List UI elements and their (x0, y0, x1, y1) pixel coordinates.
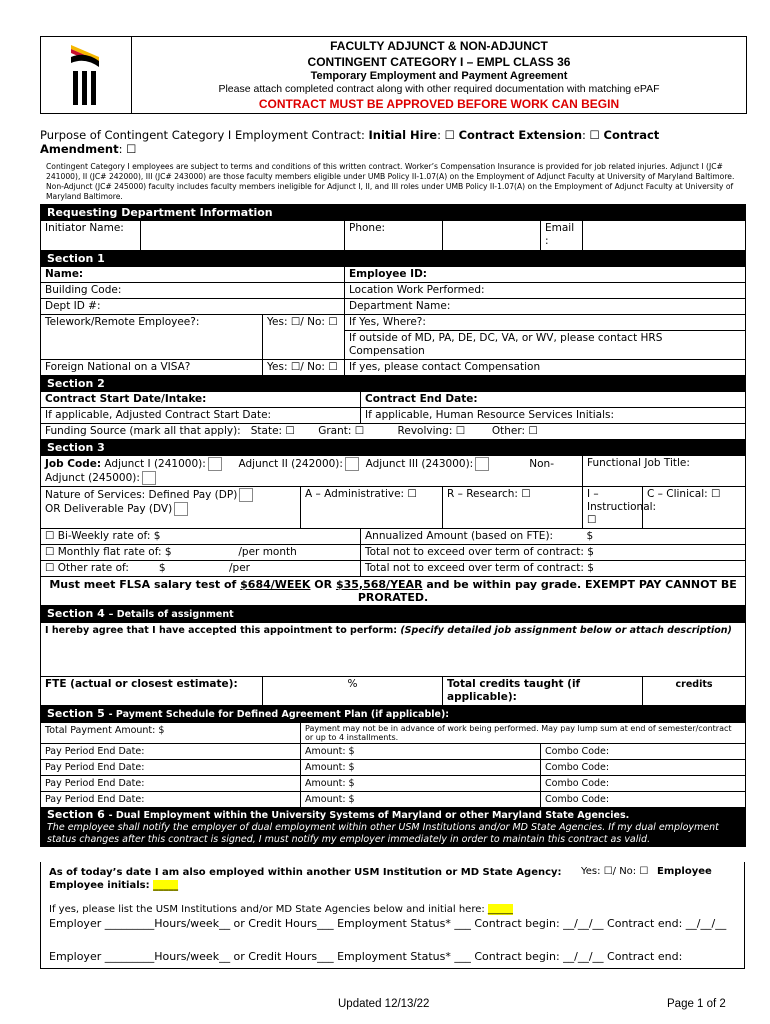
contract-end-label: Contract End Date: (361, 392, 746, 408)
annualized-cell (361, 529, 746, 545)
flsa-or: OR (310, 578, 336, 591)
combo-code-label[interactable]: Combo Code: (541, 776, 746, 792)
section6-header (41, 808, 746, 847)
defined-pay-checkbox[interactable] (239, 488, 253, 502)
pay-period-label[interactable]: Pay Period End Date: (41, 744, 301, 760)
section4-header (41, 606, 746, 623)
monthly-row (41, 545, 746, 561)
annualized-label: Annualized Amount (based on FTE): (365, 530, 554, 542)
outside-state-note: If outside of MD, PA, DE, DC, VA, or WV, please contact HRS Compensation (345, 331, 746, 360)
pay-period-row (41, 792, 746, 808)
employment-form-table (40, 204, 746, 847)
combo-code-label[interactable]: Combo Code: (541, 744, 746, 760)
employee-initials-label: Employee initials: (49, 880, 150, 891)
monthly-cell (41, 545, 361, 561)
total-not-exceed-1: Total not to exceed over term of contract: $ (361, 545, 746, 561)
list-institutions-label: If yes, please list the USM Institutions and/or MD State Agencies below and initial here: (49, 904, 485, 915)
form-class: CONTINGENT CATEGORY I – EMPL CLASS 36 (307, 55, 571, 69)
flsa-text-post: and be within pay grade. EXEMPT PAY CANNOT BE PRORATED. (357, 578, 737, 604)
amount-label[interactable]: Amount: $ (301, 744, 541, 760)
list-initials-field[interactable]: _____ (487, 904, 513, 915)
visa-label: Foreign National on a VISA? (41, 360, 263, 376)
hrs-initials-label: If applicable, Human Resource Services Initials: (361, 408, 746, 424)
adjunct2-checkbox[interactable] (345, 457, 359, 471)
section2-heading: Section 2 (41, 376, 746, 392)
other-rate-dollar: $ (158, 562, 166, 574)
section5-header (41, 706, 746, 723)
assignment-agree: I hereby agree that I have accepted this appointment to perform: (45, 625, 398, 636)
section3-heading: Section 3 (41, 440, 746, 456)
assignment-specify: (Specify detailed job assignment below or attach description) (400, 625, 732, 636)
assignment-field[interactable] (41, 623, 746, 677)
telework-where-label: If Yes, Where?: (345, 315, 746, 331)
location-label: Location Work Performed: (345, 283, 746, 299)
total-not-exceed-2: Total not to exceed over term of contract: $ (361, 561, 746, 577)
contract-extension-label: Contract Extension (458, 128, 582, 142)
email-field[interactable] (583, 221, 746, 251)
as-of-today-label: As of today’s date I am also employed within another USM Institution or MD State Agency: (49, 867, 562, 878)
section4-header-row (41, 606, 746, 623)
visa-row (41, 360, 746, 376)
name-label: Name: (41, 267, 345, 283)
amount-label[interactable]: Amount: $ (301, 760, 541, 776)
section5-header-row (41, 706, 746, 723)
adjunct1-label: Adjunct I (241000): (104, 458, 206, 470)
section4-heading: Section 4 (47, 607, 105, 620)
nature-cell (41, 487, 301, 529)
amount-label[interactable]: Amount: $ (301, 776, 541, 792)
name-row (41, 267, 746, 283)
visa-contact-note: If yes, please contact Compensation (345, 360, 746, 376)
building-row (41, 283, 746, 299)
list-institutions-line (49, 904, 513, 915)
purpose-label: Purpose of Contingent Category I Employment Contract: (40, 128, 365, 142)
credits-label: Total credits taught (if applicable): (443, 677, 643, 706)
adjunct2-label: Adjunct II (242000): (238, 458, 343, 470)
contract-purpose: Purpose of Contingent Category I Employment Contract: Initial Hire: ☐ Contract Extension: ☐ Contract Amendment: ☐ (40, 128, 660, 156)
total-payment-label[interactable]: Total Payment Amount: $ (41, 723, 301, 744)
job-code-row (41, 456, 746, 487)
dual-employee-label: Employee (657, 866, 712, 877)
updated-date: Updated 12/13/22 (338, 998, 430, 1010)
assignment-row (41, 623, 746, 677)
per-month-label: /per month (238, 546, 297, 558)
page-number: Page 1 of 2 (667, 998, 726, 1010)
university-logo (41, 37, 132, 113)
funding-other[interactable]: Other: ☐ (491, 425, 538, 437)
adjunct3-checkbox[interactable] (475, 457, 489, 471)
dual-employment-notice: The employee shall notify the employer of dual employment within other USM Institutions and/or MD State Agencies. If my dual employment status changes after this contract is signed, I must notify my employer immediately in order to maintain this contract as valid. (47, 822, 719, 845)
section5-subheading: - Payment Schedule for Defined Agreement Plan (if applicable): (108, 709, 450, 720)
employer-line-1[interactable]: Employer _________Hours/week__ or Credit Hours___ Employment Status* ___ Contract begin: __/__/__ Contract end: __/__/__ (49, 917, 727, 930)
other-rate-cell (41, 561, 361, 577)
pay-period-row (41, 776, 746, 792)
other-rate-row (41, 561, 746, 577)
funding-grant[interactable]: Grant: ☐ (318, 425, 365, 437)
employee-id-label: Employee ID: (345, 267, 746, 283)
other-rate[interactable]: ☐ Other rate of: (45, 562, 129, 574)
pay-period-label[interactable]: Pay Period End Date: (41, 760, 301, 776)
nature-row (41, 487, 746, 529)
amount-label[interactable]: Amount: $ (301, 792, 541, 808)
contract-amendment-checkbox[interactable]: ☐ (126, 142, 137, 156)
flsa-row (41, 577, 746, 606)
admin-option[interactable]: A – Administrative: ☐ (301, 487, 443, 529)
initiator-name-field[interactable] (141, 221, 345, 251)
adjusted-start-label: If applicable, Adjusted Contract Start Date: (41, 408, 361, 424)
phone-field[interactable] (443, 221, 541, 251)
form-header (40, 36, 747, 114)
dual-yes-no[interactable]: Yes: ☐/ No: ☐ (581, 866, 649, 877)
fte-row (41, 677, 746, 706)
section3-header-row (41, 440, 746, 456)
contract-amendment-label: Contract Amendment (40, 128, 660, 156)
deliverable-pay-label: OR Deliverable Pay (DV) (45, 503, 173, 515)
telework-yes-no[interactable]: Yes: ☐/ No: ☐ (263, 315, 345, 360)
dept-name-label: Department Name: (345, 299, 746, 315)
section4-subheading: – Details of assignment (108, 609, 234, 620)
phone-label: Phone: (345, 221, 443, 251)
requesting-dept-row (41, 221, 746, 251)
fte-label: FTE (actual or closest estimate): (41, 677, 263, 706)
contract-extension-checkbox[interactable]: ☐ (589, 128, 600, 142)
section1-heading: Section 1 (41, 251, 746, 267)
pay-period-row (41, 760, 746, 776)
pay-period-label[interactable]: Pay Period End Date: (41, 776, 301, 792)
section1-header-row (41, 251, 746, 267)
funding-label: Funding Source (mark all that apply): (45, 425, 241, 437)
requesting-dept-heading: Requesting Department Information (41, 205, 746, 221)
biweekly-row (41, 529, 746, 545)
email-label: Email : (541, 221, 583, 251)
pay-period-label[interactable]: Pay Period End Date: (41, 792, 301, 808)
combo-code-label[interactable]: Combo Code: (541, 760, 746, 776)
pay-period-row (41, 744, 746, 760)
clinical-option[interactable]: C – Clinical: ☐ (643, 487, 746, 529)
section5-heading: Section 5 (47, 707, 105, 720)
requesting-dept-header-row (41, 205, 746, 221)
form-titles (132, 37, 746, 112)
form-title: FACULTY ADJUNCT & NON-ADJUNCT (330, 39, 548, 53)
section6-body (40, 862, 745, 969)
adjusted-row (41, 408, 746, 424)
flsa-text-pre: Must meet FLSA salary test of (49, 578, 241, 591)
credits-field[interactable]: credits (643, 677, 746, 706)
deliverable-pay-checkbox[interactable] (174, 502, 188, 516)
job-code-cell (41, 456, 583, 487)
dept-id-label: Dept ID #: (41, 299, 345, 315)
research-option[interactable]: R – Research: ☐ (443, 487, 583, 529)
total-payment-row (41, 723, 746, 744)
funding-revolving[interactable]: Revolving: ☐ (397, 425, 466, 437)
contract-dates-row (41, 392, 746, 408)
non-adjunct-checkbox[interactable] (142, 471, 156, 485)
annualized-dollar: $ (586, 530, 594, 542)
flsa-notice (41, 577, 746, 606)
initial-hire-label: Initial Hire (368, 128, 438, 142)
form-subtitle: Temporary Employment and Payment Agreement (310, 70, 568, 82)
contract-start-label: Contract Start Date/Intake: (41, 392, 361, 408)
building-code-label: Building Code: (41, 283, 345, 299)
section6-subheading: - Dual Employment within the University Systems of Maryland or other Maryland State Agencies. (108, 810, 630, 821)
section6-heading: Section 6 (47, 808, 105, 821)
dual-employment-question (49, 866, 569, 892)
section6-header-row (41, 808, 746, 847)
monthly-rate[interactable]: ☐ Monthly flat rate of: $ (45, 546, 172, 558)
visa-yes-no[interactable]: Yes: ☐/ No: ☐ (263, 360, 345, 376)
section2-header-row (41, 376, 746, 392)
funding-state[interactable]: State: ☐ (250, 425, 295, 437)
per-label: /per (229, 562, 250, 574)
payment-note: Payment may not be in advance of work being performed. May pay lump sum at end of semester/contract or up to 4 installments. (301, 723, 746, 744)
fte-percent[interactable]: % (263, 677, 443, 706)
adjunct1-checkbox[interactable] (208, 457, 222, 471)
funding-row (41, 424, 746, 440)
form-instruction: Please attach completed contract along with other required documentation with matching ePAF (218, 83, 660, 95)
approval-warning: CONTRACT MUST BE APPROVED BEFORE WORK CAN BEGIN (258, 97, 620, 111)
job-code-label: Job Code: (45, 458, 102, 470)
intro-paragraph: Contingent Category I employees are subject to terms and conditions of this written contract. Worker’s Compensation Insurance is provided for job related injuries. Adjunct I (JC# 241000), II (JC# 242000), III (JC# 243000) are those faculty members eligible under UMB Policy II-1.07(A) on the Employment of Adjunct Faculty at University of Maryland Baltimore. Non-Adjunct (JC# 245000) faculty includes faculty members ineligible for Adjunct I, II, and III roles under UMB Policy II-1.07(A) on the Employment of Adjunct Faculty at University of Maryland Baltimore. (46, 162, 735, 201)
flsa-year: $35,568/YEAR (335, 578, 423, 591)
functional-title-label: Functional Job Title: (583, 456, 746, 487)
initiator-name-label: Initiator Name: (41, 221, 141, 251)
defined-pay-label: Nature of Services: Defined Pay (DP) (45, 489, 238, 501)
non-adjunct-label: Non-Adjunct (245000): (45, 458, 554, 484)
employer-line-2[interactable]: Employer _________Hours/week__ or Credit Hours___ Employment Status* ___ Contract begin: __/__/__ Contract end: (49, 950, 683, 963)
initial-hire-checkbox[interactable]: ☐ (444, 128, 455, 142)
flsa-week: $684/WEEK (240, 578, 311, 591)
employee-initials-field[interactable]: _____ (153, 880, 179, 891)
telework-row (41, 315, 746, 331)
telework-label: Telework/Remote Employee?: (41, 315, 263, 360)
adjunct3-label: Adjunct III (243000): (365, 458, 474, 470)
combo-code-label[interactable]: Combo Code: (541, 792, 746, 808)
funding-cell (41, 424, 746, 440)
biweekly-rate[interactable]: ☐ Bi-Weekly rate of: $ (41, 529, 361, 545)
dept-row (41, 299, 746, 315)
instructional-option[interactable]: I – Instructional: ☐ (583, 487, 643, 529)
